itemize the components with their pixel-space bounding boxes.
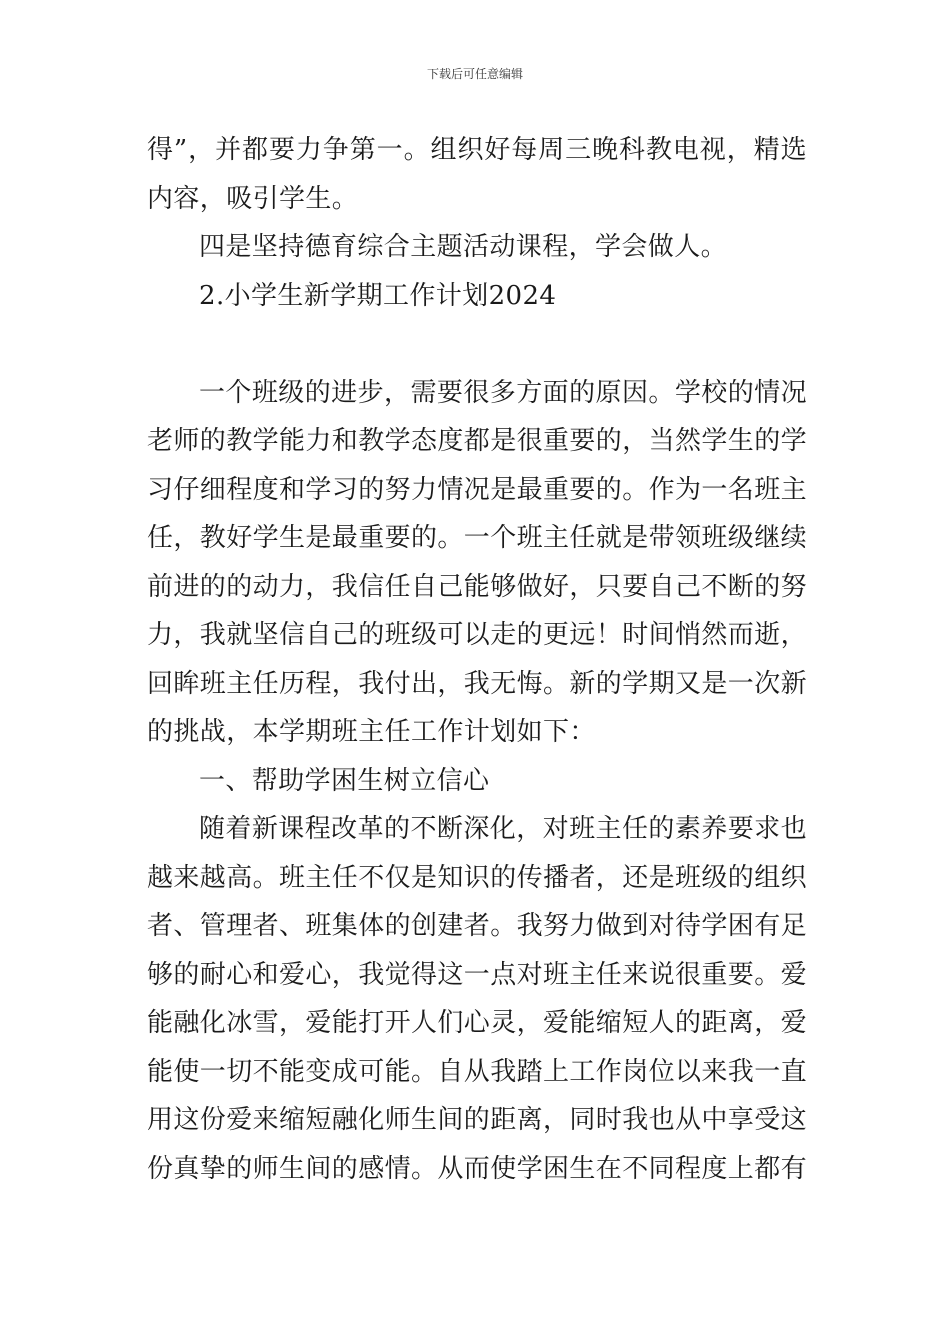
paragraph-continuation: 得”，并都要力争第一。组织好每周三晚科教电视，精选内容，吸引学生。 <box>147 135 807 214</box>
paragraph-introduction: 一个班级的进步，需要很多方面的原因。学校的情况老师的教学能力和教学态度都是很重要的，当然学生的学习仔细程度和学习的努力情况是最重要的。作为一名班主任，教好学生是最重要的。一个班主任就是带领班级继续前进的的动力，我信任自己能够做好，只要自己不断的努力，我就坚信自己的班级可以走的更远！时间悄然而逝，回眸班主任历程，我付出，我无悔。新的学期又是一次新的挑战，本学期班主任工作计划如下： <box>147 377 808 747</box>
page-header-note: 下载后可任意编辑 <box>426 67 523 81</box>
blank-line <box>147 320 807 369</box>
paragraph-moral-education: 四是坚持德育综合主题活动课程，学会做人。 <box>199 232 728 262</box>
subheading-help-struggling-students: 一、帮助学困生树立信心 <box>199 765 490 796</box>
paragraph-curriculum-reform: 随着新课程改革的不断深化，对班主任的素养要求也越来越高。班主任不仅是知识的传播者，还是班级的组织者、管理者、班集体的创建者。我努力做到对待学困有足够的耐心和爱心，我觉得这一点对班主任来说很重要。爱能融化冰雪，爱能打开人们心灵，爱能缩短人的距离，爱能使一切不能变成可能。自从我踏上工作岗位以来我一直用这份爱来缩短融化师生间的距离，同时我也从中享受这份真挚的师生间的感情。从而使学困生在不同程度上都有 <box>147 814 808 1184</box>
document-body <box>147 126 807 1193</box>
section-heading-work-plan: 2.小学生新学期工作计划2024 <box>199 280 557 311</box>
